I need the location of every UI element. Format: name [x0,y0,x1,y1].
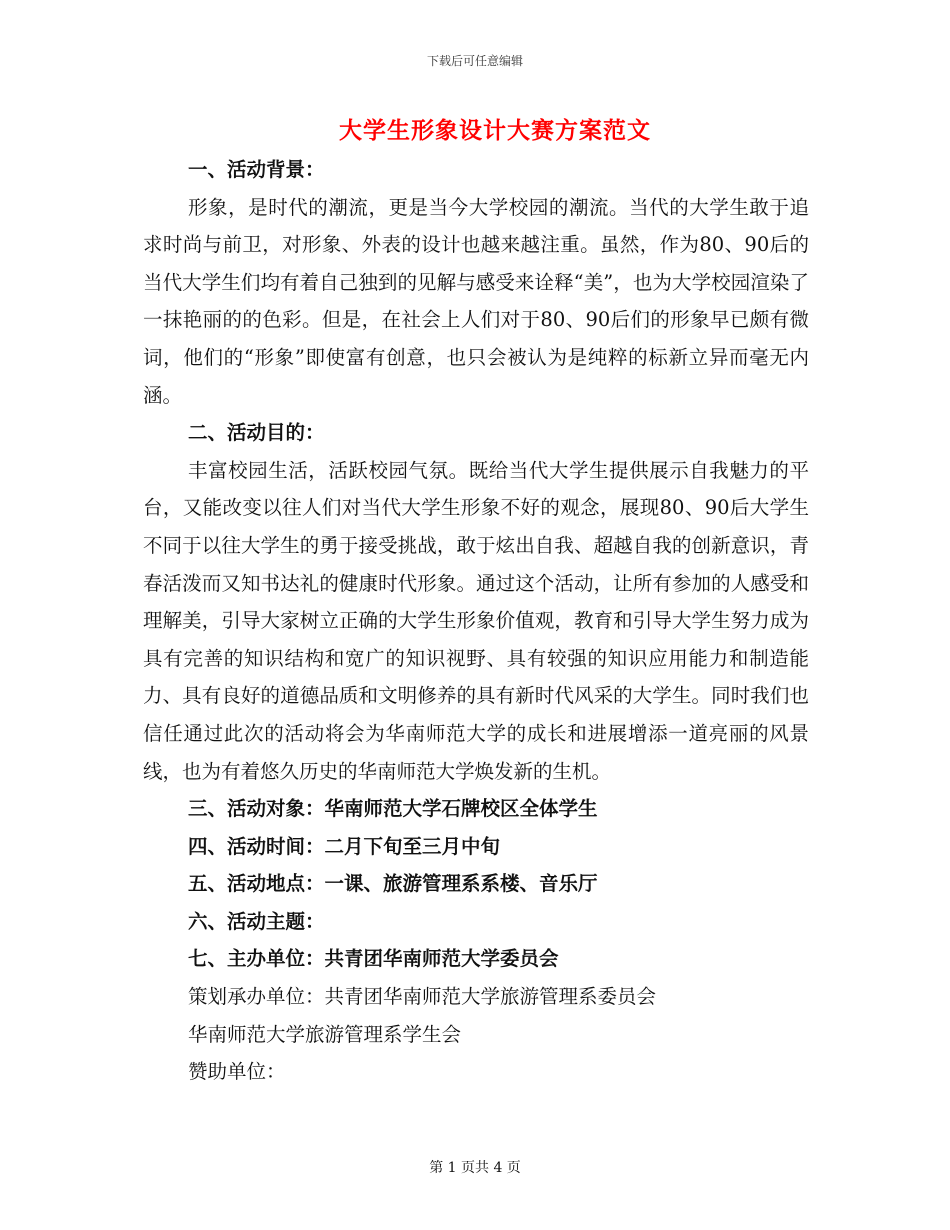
section-heading-host: 七、主办单位：共青团华南师范大学委员会 [188,947,559,971]
organizer-line-2: 华南师范大学旅游管理系学生会 [188,1022,462,1046]
document-body [143,151,809,1091]
section-heading-venue: 五、活动地点：一课、旅游管理系系楼、音乐厅 [188,872,598,896]
section-heading-theme: 六、活动主题： [188,909,325,933]
section-heading-time: 四、活动时间：二月下旬至三月中旬 [188,834,501,858]
section-heading-purpose: 二、活动目的： [188,421,325,445]
sponsor-line: 赞助单位： [188,1060,286,1084]
organizer-line: 策划承办单位：共青团华南师范大学旅游管理系委员会 [188,985,657,1009]
section-heading-audience: 三、活动对象：华南师范大学石牌校区全体学生 [188,797,598,821]
section-body-background: 形象，是时代的潮流，更是当今大学校园的潮流。当代的大学生敢于追求时尚与前卫，对形象、外表的设计也越来越注重。虽然，作为80、90后的当代大学生们均有着自己独到的见解与感受来诠释“美”，也为大学校园渲染了一抹艳丽的的色彩。但是，在社会上人们对于80、90后们的形象早已颇有微词，他们的“形象”即使富有创意，也只会被认为是纯粹的标新立异而毫无内涵。 [143,195,809,407]
document-title: 大学生形象设计大赛方案范文 [339,117,651,144]
section-heading-background: 一、活动背景： [188,158,325,181]
page-header-note: 下载后可任意编辑 [426,54,523,68]
section-body-purpose: 丰富校园生活，活跃校园气氛。既给当代大学生提供展示自我魅力的平台，又能改变以往人们对当代大学生形象不好的观念，展现80、90后大学生不同于以往大学生的勇于接受挑战，敢于炫出自我、超越自我的创新意识，青春活泼而又知书达礼的健康时代形象。通过这个活动，让所有参加的人感受和理解美，引导大家树立正确的大学生形象价值观，教育和引导大学生努力成为具有完善的知识结构和宽广的知识视野、具有较强的知识应用能力和制造能力、具有良好的道德品质和文明修养的具有新时代风采的大学生。同时我们也信任通过此次的活动将会为华南师范大学的成长和进展增添一道亮丽的风景线，也为有着悠久历史的华南师范大学焕发新的生机。 [143,458,809,783]
page-footer-number: 第 1 页共 4 页 [429,1160,521,1176]
